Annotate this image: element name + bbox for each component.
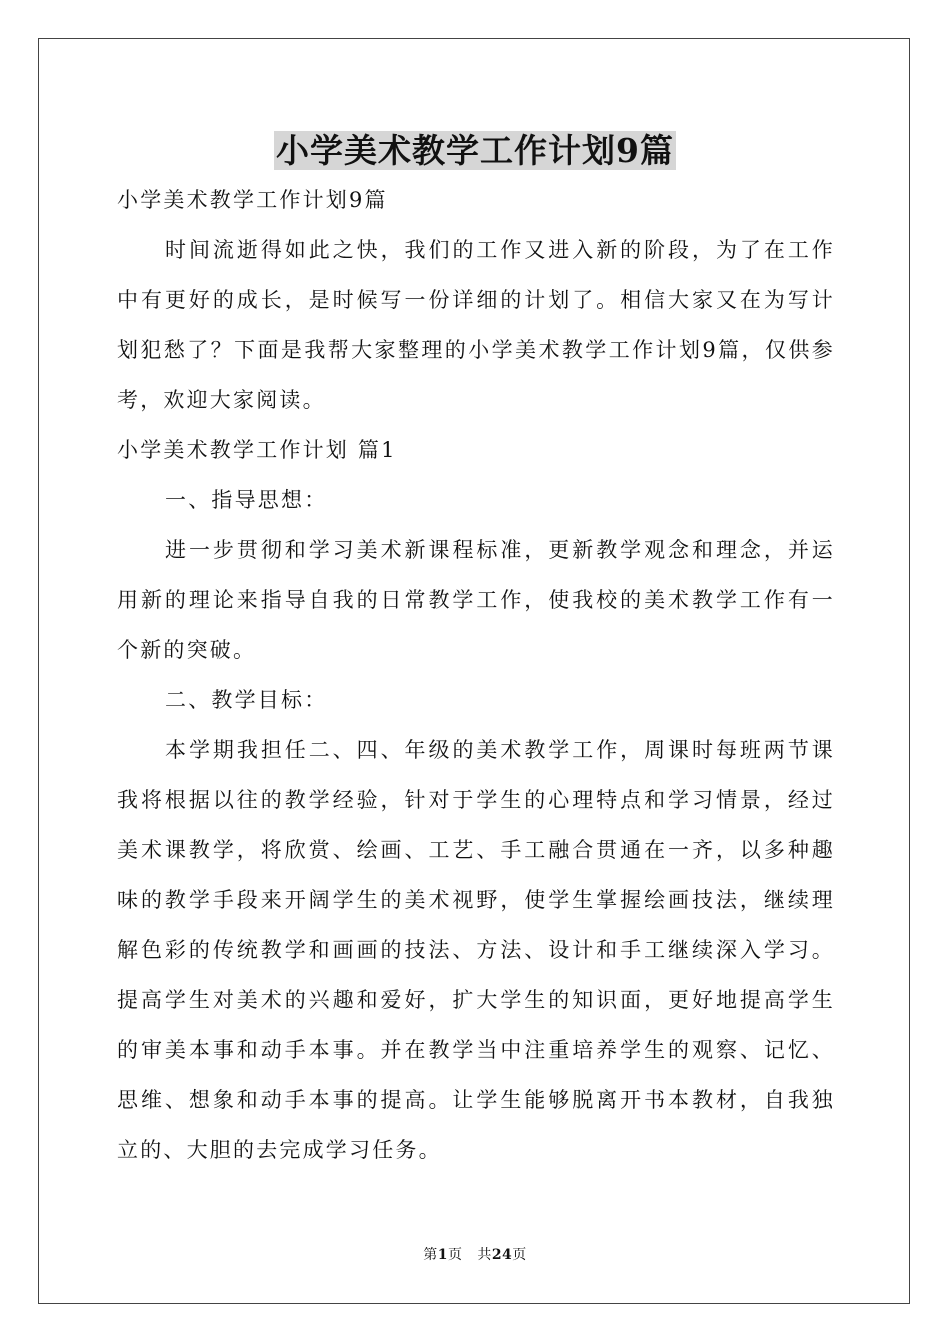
teaching-goal-paragraph: 本学期我担任二、四、年级的美术教学工作，周课时每班两节课我将根据以往的教学经验，针对于学生的心理特点和学习情景，经过美术课教学，将欣赏、绘画、工艺、手工融合贯通在一齐，以多种趣味的教学手段来开阔学生的美术视野，使学生掌握绘画技法，继续理解色彩的传统教学和画画的技法、方法、设计和手工继续深入学习。提高学生对美术的兴趣和爱好，扩大学生的知识面，更好地提高学生的审美本事和动手本事。并在教学当中注重培养学生的观察、记忆、思维、想象和动手本事的提高。让学生能够脱离开书本教材，自我独立的、大胆的去完成学习任务。 xyxy=(117,738,835,1162)
subtitle-paragraph: 小学美术教学工作计划9篇 xyxy=(117,188,388,212)
document-title xyxy=(0,126,950,176)
intro-paragraph: 时间流逝得如此之快，我们的工作又进入新的阶段，为了在工作中有更好的成长，是时候写一份详细的计划了。相信大家又在为写计划犯愁了？下面是我帮大家整理的小学美术教学工作计划9篇，仅供参考，欢迎大家阅读。 xyxy=(117,238,835,412)
footer-total-prefix: 共 xyxy=(477,1247,492,1263)
document-body xyxy=(117,175,835,1175)
teaching-goal-heading: 二、教学目标： xyxy=(165,688,328,712)
footer-page-prefix: 第 xyxy=(423,1247,438,1263)
footer-page-number: 1 xyxy=(437,1247,448,1263)
page-footer xyxy=(0,1245,950,1265)
guiding-thought-heading: 一、指导思想： xyxy=(165,488,328,512)
footer-total-suffix: 页 xyxy=(512,1247,527,1263)
section-heading: 小学美术教学工作计划 篇1 xyxy=(117,438,397,462)
footer-page-suffix: 页 xyxy=(447,1247,463,1263)
guiding-thought-paragraph: 进一步贯彻和学习美术新课程标准，更新教学观念和理念，并运用新的理论来指导自我的日常教学工作，使我校的美术教学工作有一个新的突破。 xyxy=(117,538,835,662)
footer-total-pages: 24 xyxy=(491,1247,513,1263)
document-title-text: 小学美术教学工作计划9篇 xyxy=(276,131,674,170)
